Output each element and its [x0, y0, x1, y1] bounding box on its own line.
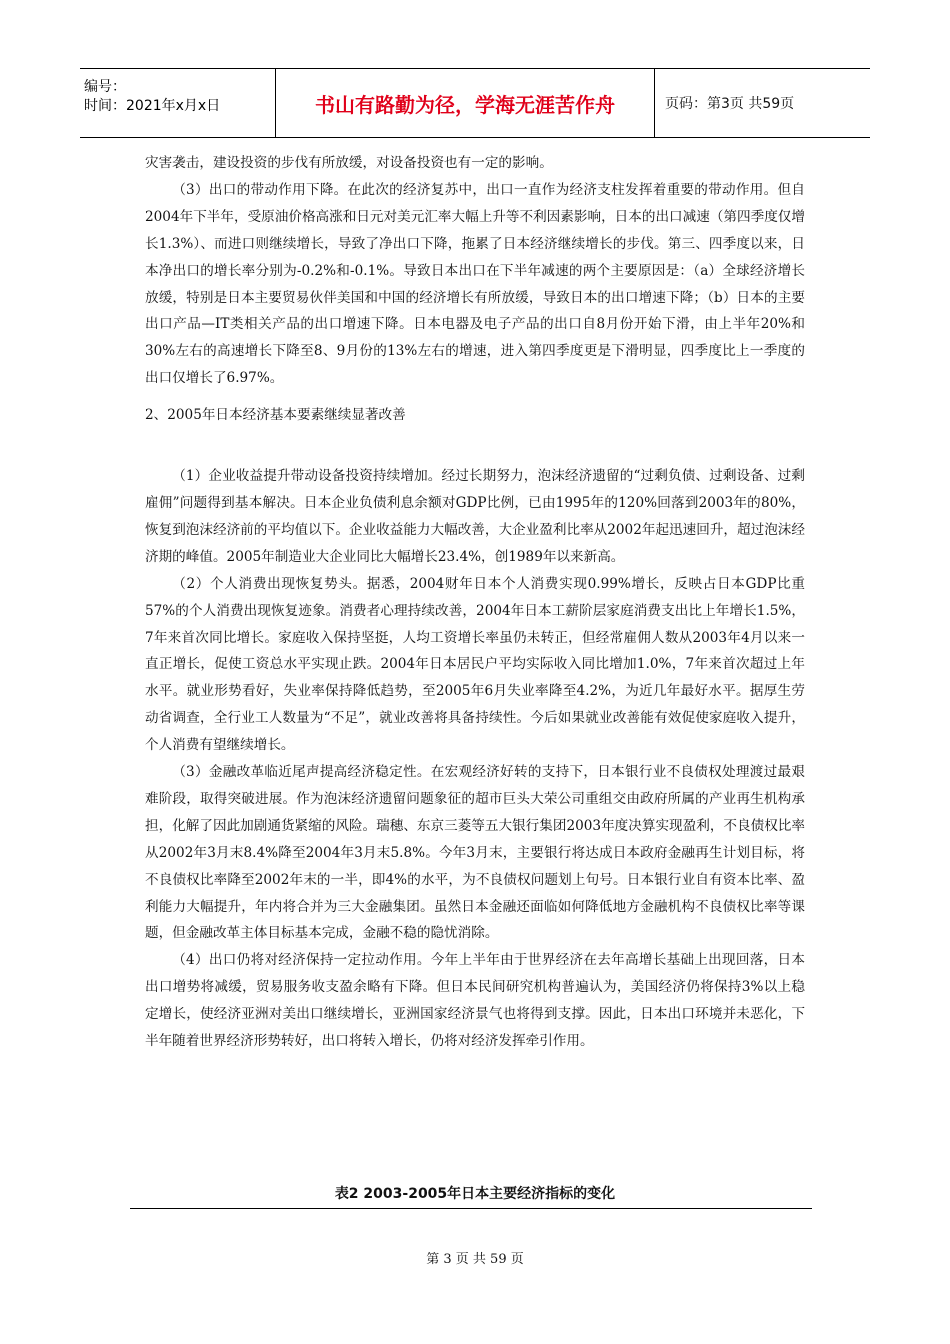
- document-body: [145, 150, 805, 1055]
- page-footer: 第 3 页 共 59 页: [426, 1252, 524, 1267]
- table-top-rule: [130, 1208, 812, 1209]
- document-date: 时间：2021年x月x日: [84, 98, 221, 114]
- table-title: 表2 2003-2005年日本主要经济指标的变化: [334, 1186, 616, 1202]
- paragraph-export-drive: （3）出口的带动作用下降。在此次的经济复苏中，出口一直作为经济支柱发挥着重要的带动作用。但自2004年下半年，受原油价格高涨和日元对美元汇率大幅上升等不利因素影响，日本的出口减速（第四季度仅增长1.3%）、而进口则继续增长，导致了净出口下降，拖累了日本经济继续增长的步伐。第三、四季度以来，日本净出口的增长率分别为-0.2%和-0.1%。导致日本出口在下半年减速的两个主要原因是：（a）全球经济增长放缓，特别是日本主要贸易伙伴美国和中国的经济增长有所放缓，导致日本的出口增速下降；（b）日本的主要出口产品—IT类相关产品的出口增速下降。日本电器及电子产品的出口自8月份开始下滑，由上半年20%和30%左右的高速增长下降至8、9月份的13%左右的增速，进入第四季度更是下滑明显，四季度比上一季度的出口仅增长了6.97%。: [145, 181, 805, 387]
- section-heading: 2、2005年日本经济基本要素继续显著改善: [145, 407, 406, 424]
- paragraph-continuation: 灾害袭击，建设投资的步伐有所放缓，对设备投资也有一定的影响。: [145, 155, 553, 171]
- header-motto: 书山有路勤为径，学海无涯苦作舟: [275, 69, 655, 137]
- paragraph-corporate-earnings: （1）企业收益提升带动设备投资持续增加。经过长期努力，泡沫经济遗留的“过剩负债、过剩设备、过剩雇佣”问题得到基本解决。日本企业负债利息余额对GDP比例，已由1995年的120%回落到2003年的80%，恢复到泡沫经济前的平均值以下。企业收益能力大幅改善，大企业盈利比率从2002年起迅速回升，超过泡沫经济期的峰值。2005年制造业大企业同比大幅增长23.4%，创1989年以来新高。: [145, 468, 805, 565]
- page-header: [80, 68, 870, 138]
- header-page-info: 页码：第3页 共59页: [665, 96, 795, 112]
- header-meta: [80, 69, 275, 137]
- paragraph-personal-consumption: （2）个人消费出现恢复势头。据悉，2004财年日本个人消费实现0.99%增长，反映占日本GDP比重57%的个人消费出现恢复迹象。消费者心理持续改善，2004年日本工薪阶层家庭消费支出比上年增长1.5%，7年来首次同比增长。家庭收入保持坚挺，人均工资增长率虽仍未转正，但经常雇佣人数从2003年4月以来一直正增长，促使工资总水平实现止跌。2004年日本居民户平均实际收入同比增加1.0%，7年来首次超过上年水平。就业形势看好，失业率保持降低趋势，至2005年6月失业率降至4.2%，为近几年最好水平。据厚生劳动省调查，全行业工人数量为“不足”，就业改善将具备持续性。今后如果就业改善能有效促使家庭收入提升，个人消费有望继续增长。: [145, 575, 805, 754]
- document-number-label: 编号：: [84, 79, 126, 95]
- paragraph-export-outlook: （4）出口仍将对经济保持一定拉动作用。今年上半年由于世界经济在去年高增长基础上出现回落，日本出口增势将减缓，贸易服务收支盈余略有下降。但日本民间研究机构普遍认为，美国经济仍将保持3%以上稳定增长，使经济亚洲对美出口继续增长，亚洲国家经济景气也将得到支撑。因此，日本出口环境并未恶化，下半年随着世界经济形势转好，出口将转入增长，仍将对经济发挥牵引作用。: [145, 952, 805, 1050]
- paragraph-financial-reform: （3）金融改革临近尾声提高经济稳定性。在宏观经济好转的支持下，日本银行业不良债权处理渡过最艰难阶段，取得突破进展。作为泡沫经济遗留问题象征的超市巨头大荣公司重组交由政府所属的产业再生机构承担，化解了因此加剧通货紧缩的风险。瑞穗、东京三菱等五大银行集团2003年度决算实现盈利，不良债权比率从2002年3月末8.4%降至2004年3月末5.8%。今年3月末，主要银行将达成日本政府金融再生计划目标，将不良债权比率降至2002年末的一半，即4%的水平，为不良债权问题划上句号。日本银行业自有资本比率、盈利能力大幅提升，年内将合并为三大金融集团。虽然日本金融还面临如何降低地方金融机构不良债权比率等课题，但金融改革主体目标基本完成，金融不稳的隐忧消除。: [145, 764, 805, 942]
